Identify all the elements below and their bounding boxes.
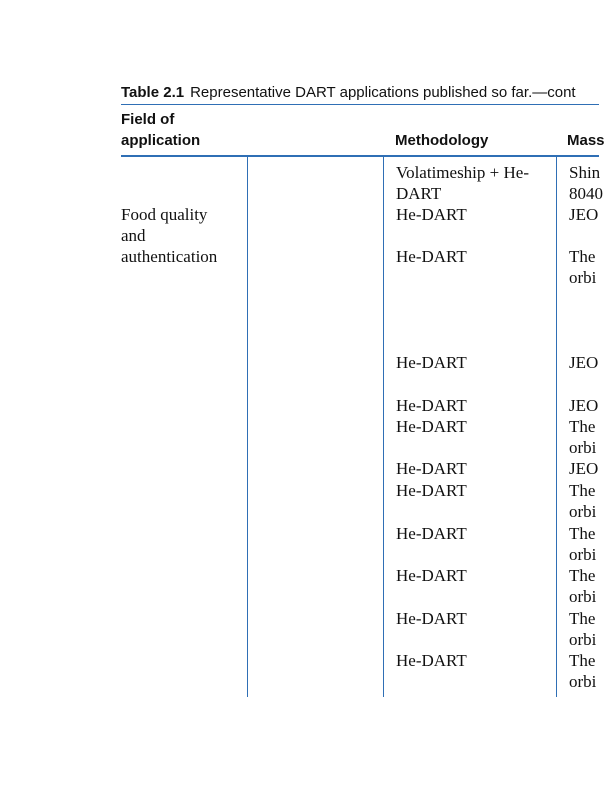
table-caption <box>121 84 576 101</box>
methodology-cell: He-DART <box>396 396 467 415</box>
column-divider-2 <box>383 156 384 697</box>
table-top-rule <box>121 104 599 105</box>
header-mass: Mass <box>567 132 605 149</box>
table-title: Representative DART applications published so far.—cont <box>190 84 576 101</box>
methodology-cell: Volatimeship + He- DART <box>396 163 529 203</box>
table-header-rule <box>121 155 599 157</box>
methodology-cell: He-DART <box>396 353 467 372</box>
column-divider-3 <box>556 156 557 697</box>
mass-cell: The orbi <box>569 609 597 649</box>
mass-cell: JEO <box>569 459 599 478</box>
mass-cell: The orbi <box>569 417 597 457</box>
methodology-cell: He-DART <box>396 566 467 585</box>
header-field-of-application: Field of application <box>121 111 201 149</box>
mass-cell: The orbi <box>569 247 597 287</box>
methodology-cell: He-DART <box>396 247 467 266</box>
methodology-cell: He-DART <box>396 481 467 500</box>
methodology-cell: He-DART <box>396 651 467 670</box>
table-number: Table 2.1 <box>121 84 185 101</box>
mass-cell: The orbi <box>569 481 597 521</box>
methodology-cell: He-DART <box>396 459 467 478</box>
methodology-cell: He-DART <box>396 609 467 628</box>
mass-cell: Shin 8040 <box>569 163 603 203</box>
methodology-cell: He-DART <box>396 417 467 436</box>
field-of-application-cell: Food quality and authentication <box>121 205 218 266</box>
mass-cell: The orbi <box>569 524 597 564</box>
mass-cell: JEO <box>569 353 599 372</box>
column-divider-1 <box>247 156 248 697</box>
mass-cell: The orbi <box>569 651 597 691</box>
mass-cell: JEO <box>569 396 599 415</box>
methodology-cell: He-DART <box>396 524 467 543</box>
mass-cell: The orbi <box>569 566 597 606</box>
methodology-cell: He-DART <box>396 205 467 224</box>
header-methodology: Methodology <box>395 132 489 149</box>
mass-cell: JEO <box>569 205 599 224</box>
